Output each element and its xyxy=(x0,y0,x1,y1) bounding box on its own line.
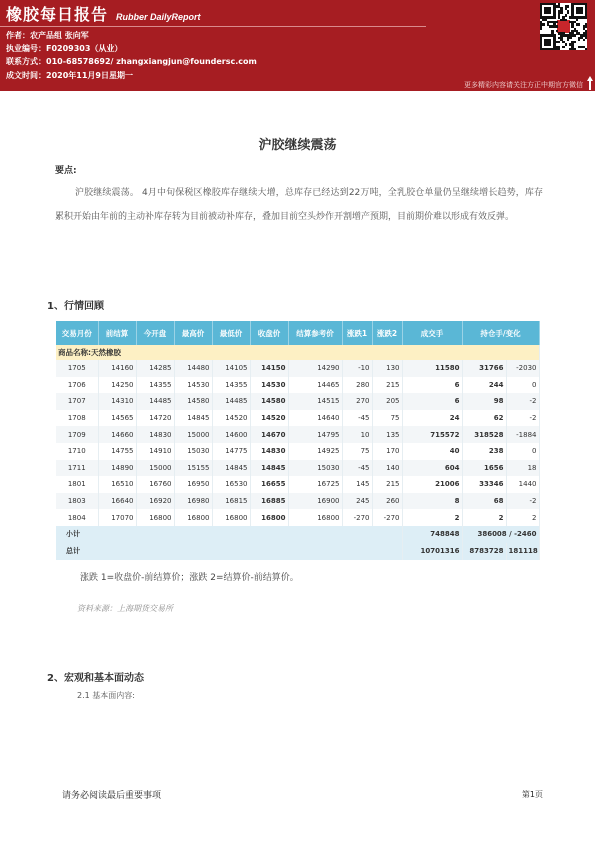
table-cell: 31766 xyxy=(462,360,506,377)
qr-module xyxy=(556,25,558,27)
qr-module xyxy=(562,46,564,48)
col-header: 前结算 xyxy=(98,321,136,345)
table-cell: 16980 xyxy=(174,493,212,510)
table-cell: 11580 xyxy=(402,360,462,377)
table-cell: 245 xyxy=(342,493,372,510)
table-cell: 16760 xyxy=(136,476,174,493)
qr-module xyxy=(567,5,569,7)
total-row xyxy=(56,543,539,560)
qr-module xyxy=(578,39,580,41)
table-cell: 14660 xyxy=(98,426,136,443)
table-cell: 1803 xyxy=(56,493,98,510)
qr-module xyxy=(567,12,569,14)
table-cell: 14890 xyxy=(98,460,136,477)
qr-module xyxy=(540,28,542,30)
qr-module xyxy=(585,48,587,50)
section-heading-macro: 2、宏观和基本面动态 xyxy=(47,673,144,684)
table-cell: 14755 xyxy=(98,443,136,460)
table-cell: -2 xyxy=(506,410,539,427)
table-cell: 215 xyxy=(372,476,402,493)
table-cell: -2 xyxy=(506,393,539,410)
document-title: 沪胶继续震荡 xyxy=(258,138,337,153)
table-cell: 14160 xyxy=(98,360,136,377)
subtotal-row xyxy=(56,526,539,543)
table-cell: 1707 xyxy=(56,393,98,410)
qr-module xyxy=(578,23,580,25)
table-cell: 238 xyxy=(462,443,506,460)
qr-module xyxy=(565,19,567,21)
table-cell: 16815 xyxy=(212,493,250,510)
table-cell: 14580 xyxy=(174,393,212,410)
table-cell: 14530 xyxy=(174,377,212,394)
qr-code-icon xyxy=(540,3,587,50)
license-label: 执业编号： xyxy=(6,44,46,53)
table-cell: 21006 xyxy=(402,476,462,493)
table-cell: 15030 xyxy=(174,443,212,460)
qr-module xyxy=(574,48,576,50)
change-footnote: 涨跌 1=收盘价-前结算价；涨跌 2=结算价-前结算价。 xyxy=(80,573,299,583)
col-header: 最低价 xyxy=(212,321,250,345)
col-header: 成交手 xyxy=(402,321,462,345)
col-header: 结算参考价 xyxy=(288,321,342,345)
total-open-interest: 8783728 xyxy=(462,543,506,560)
table-cell: 8 xyxy=(402,493,462,510)
total-change: 181118 xyxy=(506,543,539,560)
table-cell: 270 xyxy=(342,393,372,410)
table-cell: 0 xyxy=(506,377,539,394)
table-cell: 15000 xyxy=(136,460,174,477)
qr-module xyxy=(556,21,558,23)
table-cell: 14355 xyxy=(136,377,174,394)
table-cell: 14845 xyxy=(212,460,250,477)
table-cell: 16800 xyxy=(288,509,342,526)
report-header xyxy=(0,0,595,91)
table-cell: 14845 xyxy=(174,410,212,427)
table-cell: 170 xyxy=(372,443,402,460)
author-line xyxy=(6,31,89,41)
table-cell: 260 xyxy=(372,493,402,510)
table-cell: 6 xyxy=(402,377,462,394)
table-row xyxy=(56,509,539,526)
table-cell: 62 xyxy=(462,410,506,427)
table-cell: 2 xyxy=(402,509,462,526)
table-cell: 68 xyxy=(462,493,506,510)
qr-module xyxy=(567,39,569,41)
qr-module xyxy=(585,37,587,39)
qr-module xyxy=(574,34,576,36)
table-cell: 14485 xyxy=(136,393,174,410)
table-cell: -45 xyxy=(342,460,372,477)
table-cell: 14600 xyxy=(212,426,250,443)
col-header: 最高价 xyxy=(174,321,212,345)
table-cell: 14355 xyxy=(212,377,250,394)
table-cell: 14310 xyxy=(98,393,136,410)
table-cell: 16725 xyxy=(288,476,342,493)
table-cell: 2 xyxy=(506,509,539,526)
table-cell: 14845 xyxy=(250,460,288,477)
table-cell: -45 xyxy=(342,410,372,427)
table-row xyxy=(56,426,539,443)
table-cell: 6 xyxy=(402,393,462,410)
table-cell: 130 xyxy=(372,360,402,377)
subtotal-label: 小计 xyxy=(56,526,402,543)
qr-module xyxy=(580,12,582,14)
contact-value: 010-68578692/ zhangxiangjun@foundersc.com xyxy=(46,57,257,66)
table-cell: 14285 xyxy=(136,360,174,377)
table-cell: 1440 xyxy=(506,476,539,493)
total-label: 总计 xyxy=(56,543,402,560)
date-label: 成文时间： xyxy=(6,71,46,80)
table-cell: 98 xyxy=(462,393,506,410)
table-cell: 14520 xyxy=(212,410,250,427)
table-cell: 2 xyxy=(462,509,506,526)
report-title-row xyxy=(6,2,201,24)
table-cell: 244 xyxy=(462,377,506,394)
page-number: 第1页 xyxy=(521,790,543,799)
col-header: 收盘价 xyxy=(250,321,288,345)
table-cell: 16510 xyxy=(98,476,136,493)
qr-module xyxy=(558,41,560,43)
table-cell: -2 xyxy=(506,493,539,510)
table-cell: -270 xyxy=(342,509,372,526)
qr-module xyxy=(542,23,544,25)
table-cell: 15030 xyxy=(288,460,342,477)
table-cell: 15000 xyxy=(174,426,212,443)
qr-module xyxy=(574,41,576,43)
table-cell: 75 xyxy=(372,410,402,427)
table-cell: 14520 xyxy=(250,410,288,427)
license-line xyxy=(6,44,122,54)
table-cell: 1706 xyxy=(56,377,98,394)
table-cell: -10 xyxy=(342,360,372,377)
table-cell: 205 xyxy=(372,393,402,410)
table-cell: 215 xyxy=(372,377,402,394)
table-cell: 14670 xyxy=(250,426,288,443)
qr-module xyxy=(560,12,562,14)
table-cell: 604 xyxy=(402,460,462,477)
table-cell: 16800 xyxy=(174,509,212,526)
contact-line xyxy=(6,57,257,67)
table-cell: -270 xyxy=(372,509,402,526)
table-cell: 1801 xyxy=(56,476,98,493)
table-cell: 16885 xyxy=(250,493,288,510)
key-points-label: 要点: xyxy=(55,166,77,176)
table-cell: 1804 xyxy=(56,509,98,526)
table-cell: 14530 xyxy=(250,377,288,394)
date-value: 2020年11月9日星期一 xyxy=(46,71,133,80)
table-row xyxy=(56,443,539,460)
table-cell: 318528 xyxy=(462,426,506,443)
table-cell: 16920 xyxy=(136,493,174,510)
table-cell: 0 xyxy=(506,443,539,460)
table-cell: 14720 xyxy=(136,410,174,427)
qr-module xyxy=(583,39,585,41)
footer-notice: 请务必阅读最后重要事项 xyxy=(62,791,162,801)
data-source: 资料来源：上海期货交易所 xyxy=(77,604,173,613)
qr-module xyxy=(549,12,551,14)
table-cell: 16800 xyxy=(212,509,250,526)
qr-module xyxy=(576,19,578,21)
table-cell: 14925 xyxy=(288,443,342,460)
wechat-tagline: 更多精彩内容请关注方正中期官方微信 xyxy=(464,81,583,89)
table-cell: 10 xyxy=(342,426,372,443)
table-cell: 14105 xyxy=(212,360,250,377)
arrow-up-icon xyxy=(587,76,593,90)
table-cell: 145 xyxy=(342,476,372,493)
table-row xyxy=(56,393,539,410)
subtotal-open-interest: 386008 / -2460 xyxy=(462,526,539,543)
table-cell: 40 xyxy=(402,443,462,460)
date-line xyxy=(6,71,133,81)
section-heading-market-review: 1、行情回顾 xyxy=(47,301,104,312)
table-cell: 16900 xyxy=(288,493,342,510)
subtotal-volume: 748848 xyxy=(402,526,462,543)
table-cell: 16640 xyxy=(98,493,136,510)
table-cell: 280 xyxy=(342,377,372,394)
category-label: 商品名称:天然橡胶 xyxy=(56,345,539,360)
table-header-row xyxy=(56,321,539,345)
table-cell: 1708 xyxy=(56,410,98,427)
category-row xyxy=(56,345,539,360)
table-cell: 16655 xyxy=(250,476,288,493)
qr-module xyxy=(558,48,560,50)
table-cell: 1709 xyxy=(56,426,98,443)
table-cell: 715572 xyxy=(402,426,462,443)
qr-module xyxy=(565,14,567,16)
author-label: 作者： xyxy=(6,31,30,40)
qr-module xyxy=(549,43,551,45)
total-volume: 10701316 xyxy=(402,543,462,560)
table-cell: 1656 xyxy=(462,460,506,477)
table-row xyxy=(56,493,539,510)
table-cell: 140 xyxy=(372,460,402,477)
report-title-cn: 橡胶每日报告 xyxy=(6,5,109,24)
qr-module xyxy=(585,16,587,18)
table-cell: 14150 xyxy=(250,360,288,377)
qr-module xyxy=(553,16,555,18)
summary-paragraph: 沪胶继续震荡。 4月中旬保税区橡胶库存继续大增，总库存已经达到22万吨，全乳胶仓单量仍呈继续增长趋势，库存累积开始由年前的主动补库存转为目前被动补库存，叠加目前空头炒作开割增产预期，目前期价难以形成有效反弹。 xyxy=(55,188,543,222)
table-cell: 14485 xyxy=(212,393,250,410)
qr-module xyxy=(565,43,567,45)
table-cell: -1884 xyxy=(506,426,539,443)
company-logo-icon xyxy=(557,20,570,33)
table-cell: -2030 xyxy=(506,360,539,377)
table-cell: 1705 xyxy=(56,360,98,377)
table-row xyxy=(56,360,539,377)
col-header: 今开盘 xyxy=(136,321,174,345)
table-row xyxy=(56,377,539,394)
table-row xyxy=(56,476,539,493)
table-cell: 14250 xyxy=(98,377,136,394)
col-header: 持仓手/变化 xyxy=(462,321,539,345)
table-cell: 14480 xyxy=(174,360,212,377)
table-cell: 1710 xyxy=(56,443,98,460)
col-header: 涨跌1 xyxy=(342,321,372,345)
report-title-en: Rubber DailyReport xyxy=(116,12,201,22)
table-cell: 14795 xyxy=(288,426,342,443)
col-header: 交易月份 xyxy=(56,321,98,345)
table-cell: 14830 xyxy=(250,443,288,460)
table-cell: 14830 xyxy=(136,426,174,443)
license-value: F0209303（从业） xyxy=(46,44,123,53)
table-cell: 14515 xyxy=(288,393,342,410)
contact-label: 联系方式： xyxy=(6,57,46,66)
table-cell: 16800 xyxy=(250,509,288,526)
table-row xyxy=(56,460,539,477)
table-cell: 17070 xyxy=(98,509,136,526)
table-cell: 33346 xyxy=(462,476,506,493)
table-cell: 14290 xyxy=(288,360,342,377)
table-cell: 135 xyxy=(372,426,402,443)
table-row xyxy=(56,410,539,427)
header-rule xyxy=(0,26,426,27)
table-cell: 14465 xyxy=(288,377,342,394)
table-cell: 16950 xyxy=(174,476,212,493)
table-cell: 16530 xyxy=(212,476,250,493)
col-header: 涨跌2 xyxy=(372,321,402,345)
table-cell: 14640 xyxy=(288,410,342,427)
table-cell: 1711 xyxy=(56,460,98,477)
table-cell: 15155 xyxy=(174,460,212,477)
table-cell: 18 xyxy=(506,460,539,477)
qr-module xyxy=(569,37,571,39)
subsection-fundamentals: 2.1 基本面内容: xyxy=(77,691,135,700)
author-value: 农产品组 张向军 xyxy=(30,31,89,40)
table-cell: 14565 xyxy=(98,410,136,427)
table-cell: 16800 xyxy=(136,509,174,526)
table-cell: 14580 xyxy=(250,393,288,410)
table-cell: 75 xyxy=(342,443,372,460)
table-cell: 24 xyxy=(402,410,462,427)
table-cell: 14775 xyxy=(212,443,250,460)
qr-module xyxy=(585,25,587,27)
market-table xyxy=(56,321,539,560)
table-cell: 14910 xyxy=(136,443,174,460)
